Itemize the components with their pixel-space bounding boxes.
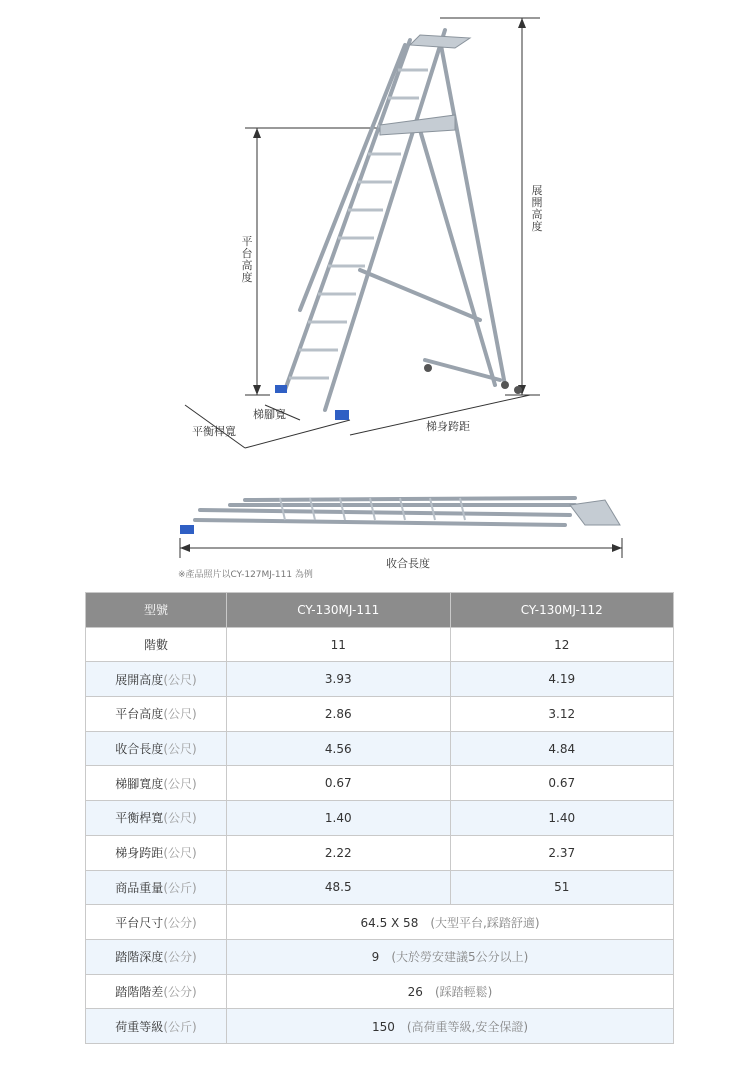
- row-label: 踏階階差(公分): [86, 974, 227, 1009]
- header-model-112: CY-130MJ-112: [450, 593, 674, 628]
- folded-foot-cap: [180, 525, 194, 534]
- cell-value: 4.19: [450, 662, 674, 697]
- table-row: [86, 801, 674, 836]
- extended-height-label: 展開高度: [531, 184, 543, 233]
- table-row: [86, 905, 674, 940]
- folded-length-label: 收合長度: [382, 555, 434, 571]
- table-row: [86, 835, 674, 870]
- cell-value: 1.40: [227, 801, 451, 836]
- table-row: [86, 1009, 674, 1044]
- cell-value: 51: [450, 870, 674, 905]
- row-label: 商品重量(公斤): [86, 870, 227, 905]
- platform-height-label: 平台高度: [241, 235, 253, 284]
- cell-value: 1.40: [450, 801, 674, 836]
- table-row: [86, 939, 674, 974]
- ladder-rails: [285, 30, 505, 410]
- cell-value: 3.93: [227, 662, 451, 697]
- table-row: [86, 627, 674, 662]
- cell-value: 2.86: [227, 697, 451, 732]
- row-label: 平台高度(公尺): [86, 697, 227, 732]
- wheels: [424, 364, 522, 394]
- cell-value: 3.12: [450, 697, 674, 732]
- cell-value: 0.67: [227, 766, 451, 801]
- spec-table: [85, 592, 674, 1044]
- row-label: 梯身跨距(公尺): [86, 835, 227, 870]
- cell-value: 48.5: [227, 870, 451, 905]
- row-label: 平台尺寸(公分): [86, 905, 227, 940]
- table-header-row: [86, 593, 674, 628]
- cell-value: 2.37: [450, 835, 674, 870]
- folded-platform: [570, 500, 620, 525]
- cell-value: 11: [227, 627, 451, 662]
- merged-cell: 9 (大於勞安建議5公分以上): [227, 939, 674, 974]
- header-model-111: CY-130MJ-111: [227, 593, 451, 628]
- ladder-steps: [289, 70, 428, 378]
- row-label: 展開高度(公尺): [86, 662, 227, 697]
- foot-caps: [275, 385, 349, 420]
- balance-bar-width-label: 平衡桿寬: [192, 425, 236, 438]
- cell-value: 4.56: [227, 731, 451, 766]
- table-row: [86, 766, 674, 801]
- table-row: [86, 662, 674, 697]
- merged-cell: 64.5 X 58 (大型平台,踩踏舒適): [227, 905, 674, 940]
- cell-value: 0.67: [450, 766, 674, 801]
- row-label: 荷重等級(公斤): [86, 1009, 227, 1044]
- table-row: [86, 870, 674, 905]
- ladder-span-label: 梯身跨距: [426, 420, 470, 433]
- row-label: 梯腳寬度(公尺): [86, 766, 227, 801]
- photo-note: ※產品照片以CY-127MJ-111 為例: [178, 570, 313, 580]
- row-label: 階數: [86, 627, 227, 662]
- foot-width-label: 梯腳寬: [253, 408, 286, 421]
- cell-value: 2.22: [227, 835, 451, 870]
- row-label: 收合長度(公尺): [86, 731, 227, 766]
- table-row: [86, 974, 674, 1009]
- folded-ladder: [195, 498, 575, 525]
- table-row: [86, 731, 674, 766]
- header-model: 型號: [86, 593, 227, 628]
- merged-cell: 150 (高荷重等級,安全保證): [227, 1009, 674, 1044]
- cell-value: 4.84: [450, 731, 674, 766]
- row-label: 踏階深度(公分): [86, 939, 227, 974]
- merged-cell: 26 (踩踏輕鬆): [227, 974, 674, 1009]
- table-row: [86, 697, 674, 732]
- cell-value: 12: [450, 627, 674, 662]
- row-label: 平衡桿寬(公尺): [86, 801, 227, 836]
